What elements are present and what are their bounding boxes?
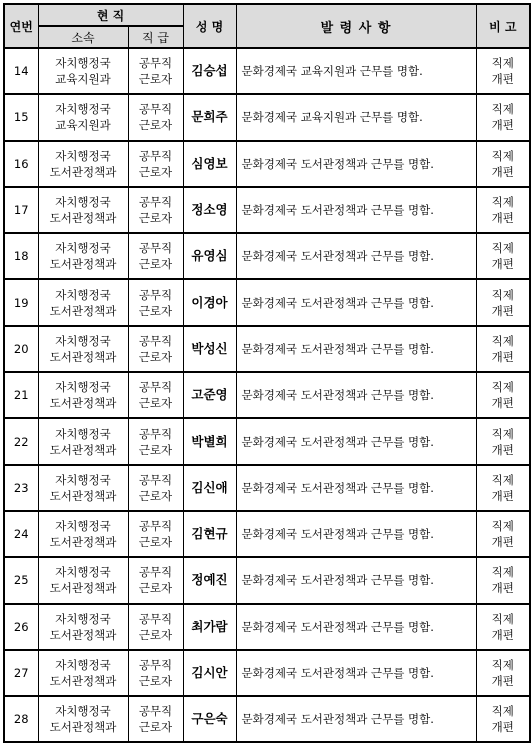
department-division: 도서관정책과: [49, 674, 117, 688]
table-row: [4, 187, 530, 233]
order-text: 문화경제국 교육지원과 근무를 명함.: [241, 64, 423, 79]
row-order: [236, 48, 476, 94]
row-name: [183, 48, 236, 94]
header-remarks: 비 고: [476, 4, 530, 48]
remarks-line-2: 개편: [491, 303, 514, 318]
row-order: [236, 511, 476, 557]
remarks-line-1: 직제: [491, 519, 514, 534]
row-serial: [4, 511, 38, 557]
department-bureau: 자치행정국: [55, 333, 111, 348]
grade-line-1: 공무직: [138, 195, 173, 210]
serial-number: 28: [13, 712, 29, 727]
row-name: [183, 279, 236, 325]
serial-number: 14: [13, 64, 29, 79]
row-grade: [128, 465, 183, 511]
department-division: 도서관정책과: [49, 581, 117, 596]
person-name: 박별희: [191, 433, 228, 449]
serial-number: 18: [13, 249, 29, 264]
department-bureau: 자치행정국: [55, 472, 111, 487]
row-remarks: [476, 279, 530, 325]
row-name: [183, 372, 236, 418]
order-text: 문화경제국 도서관정책과 근무를 명함.: [241, 619, 434, 634]
remarks-line-1: 직제: [491, 658, 514, 672]
grade-line-1: 공무직: [138, 519, 173, 534]
row-serial: [4, 279, 38, 325]
person-name: 김신애: [191, 479, 228, 495]
row-order: [236, 465, 476, 511]
grade-line-1: 공무직: [138, 704, 173, 719]
person-name: 박성신: [191, 340, 228, 356]
remarks-line-1: 직제: [491, 380, 514, 395]
order-text: 문화경제국 도서관정책과 근무를 명함.: [241, 388, 434, 403]
row-serial: [4, 94, 38, 140]
row-serial: [4, 696, 38, 742]
table-row: [4, 94, 530, 140]
person-name: 김승섭: [191, 63, 228, 79]
department-division: 교육지원과: [55, 72, 111, 87]
row-serial: [4, 48, 38, 94]
header-department: 소속: [38, 26, 128, 48]
department-bureau: 자치행정국: [55, 380, 111, 395]
row-grade: [128, 94, 183, 140]
person-name: 구은숙: [191, 711, 228, 727]
row-remarks: [476, 557, 530, 603]
department-division: 도서관정책과: [49, 164, 117, 179]
row-order: [236, 418, 476, 464]
row-remarks: [476, 326, 530, 372]
table-row: [4, 696, 530, 742]
header-serial: 연번: [4, 4, 38, 48]
row-remarks: [476, 604, 530, 650]
serial-number: 25: [13, 573, 29, 588]
grade-line-1: 공무직: [138, 426, 173, 441]
grade-line-1: 공무직: [138, 565, 173, 580]
row-name: [183, 94, 236, 140]
grade-line-2: 근로자: [138, 720, 173, 735]
grade-line-2: 근로자: [138, 164, 173, 179]
row-grade: [128, 48, 183, 94]
row-department: [38, 141, 128, 187]
row-order: [236, 279, 476, 325]
table-row: [4, 279, 530, 325]
row-remarks: [476, 187, 530, 233]
row-department: [38, 279, 128, 325]
person-name: 이경아: [191, 294, 228, 310]
row-order: [236, 233, 476, 279]
row-serial: [4, 604, 38, 650]
department-division: 도서관정책과: [49, 720, 117, 735]
serial-number: 19: [13, 295, 29, 310]
remarks-line-1: 직제: [491, 56, 514, 71]
order-text: 문화경제국 도서관정책과 근무를 명함.: [241, 341, 434, 356]
grade-line-1: 공무직: [138, 241, 173, 256]
serial-number: 27: [13, 666, 29, 680]
row-order: [236, 650, 476, 696]
person-name: 정예진: [191, 572, 228, 588]
order-text: 문화경제국 도서관정책과 근무를 명함.: [241, 203, 434, 218]
row-name: [183, 233, 236, 279]
grade-line-2: 근로자: [138, 581, 173, 596]
department-bureau: 자치행정국: [55, 658, 111, 672]
order-text: 문화경제국 도서관정책과 근무를 명함.: [241, 295, 434, 310]
department-division: 도서관정책과: [49, 396, 117, 411]
table-row: [4, 233, 530, 279]
department-division: 도서관정책과: [49, 211, 117, 226]
department-bureau: 자치행정국: [55, 611, 111, 626]
order-text: 문화경제국 도서관정책과 근무를 명함.: [241, 527, 434, 542]
remarks-line-2: 개편: [491, 396, 514, 411]
department-bureau: 자치행정국: [55, 565, 111, 580]
row-department: [38, 696, 128, 742]
row-grade: [128, 279, 183, 325]
table-row: [4, 141, 530, 187]
serial-number: 22: [13, 434, 29, 449]
row-remarks: [476, 511, 530, 557]
remarks-line-1: 직제: [491, 611, 514, 626]
remarks-line-2: 개편: [491, 674, 514, 688]
row-name: [183, 141, 236, 187]
row-department: [38, 418, 128, 464]
row-serial: [4, 557, 38, 603]
row-grade: [128, 372, 183, 418]
remarks-line-2: 개편: [491, 211, 514, 226]
remarks-line-1: 직제: [491, 241, 514, 256]
remarks-line-1: 직제: [491, 565, 514, 580]
order-text: 문화경제국 도서관정책과 근무를 명함.: [241, 666, 434, 680]
grade-line-2: 근로자: [138, 396, 173, 411]
row-name: [183, 650, 236, 696]
table-row: [4, 557, 530, 603]
order-text: 문화경제국 교육지원과 근무를 명함.: [241, 110, 423, 125]
order-text: 문화경제국 도서관정책과 근무를 명함.: [241, 249, 434, 264]
remarks-line-1: 직제: [491, 102, 514, 117]
row-department: [38, 604, 128, 650]
remarks-line-2: 개편: [491, 581, 514, 596]
row-serial: [4, 418, 38, 464]
person-name: 유영심: [191, 248, 228, 264]
row-order: [236, 604, 476, 650]
remarks-line-2: 개편: [491, 164, 514, 179]
row-remarks: [476, 233, 530, 279]
remarks-line-1: 직제: [491, 704, 514, 719]
serial-number: 15: [13, 110, 29, 125]
header-grade: 직 급: [128, 26, 183, 48]
grade-line-2: 근로자: [138, 211, 173, 226]
row-order: [236, 326, 476, 372]
table-row: [4, 48, 530, 94]
person-name: 심영보: [191, 155, 228, 171]
grade-line-1: 공무직: [138, 611, 173, 626]
department-division: 도서관정책과: [49, 627, 117, 642]
row-grade: [128, 187, 183, 233]
table-row: [4, 511, 530, 557]
row-serial: [4, 465, 38, 511]
row-order: [236, 94, 476, 140]
row-serial: [4, 650, 38, 696]
department-bureau: 자치행정국: [55, 287, 111, 302]
person-name: 최가람: [191, 618, 228, 634]
department-bureau: 자치행정국: [55, 56, 111, 71]
department-bureau: 자치행정국: [55, 148, 111, 163]
remarks-line-2: 개편: [491, 72, 514, 87]
row-department: [38, 187, 128, 233]
department-bureau: 자치행정국: [55, 195, 111, 210]
remarks-line-2: 개편: [491, 488, 514, 503]
remarks-line-2: 개편: [491, 535, 514, 550]
serial-number: 23: [13, 480, 29, 495]
person-name: 김현규: [191, 526, 228, 542]
serial-number: 24: [13, 527, 29, 542]
row-order: [236, 187, 476, 233]
grade-line-2: 근로자: [138, 118, 173, 133]
department-bureau: 자치행정국: [55, 704, 111, 719]
row-remarks: [476, 696, 530, 742]
row-serial: [4, 187, 38, 233]
row-order: [236, 557, 476, 603]
row-remarks: [476, 94, 530, 140]
row-department: [38, 94, 128, 140]
serial-number: 21: [13, 388, 29, 403]
row-name: [183, 465, 236, 511]
remarks-line-1: 직제: [491, 287, 514, 302]
order-text: 문화경제국 도서관정책과 근무를 명함.: [241, 712, 434, 727]
row-remarks: [476, 48, 530, 94]
grade-line-2: 근로자: [138, 349, 173, 364]
header-order: 발 령 사 항: [236, 4, 476, 48]
remarks-line-2: 개편: [491, 257, 514, 272]
header-current-position: 현 직: [38, 4, 183, 26]
row-department: [38, 372, 128, 418]
grade-line-1: 공무직: [138, 102, 173, 117]
department-division: 교육지원과: [55, 118, 111, 133]
personnel-order-table: [3, 3, 531, 743]
department-division: 도서관정책과: [49, 442, 117, 457]
table-header: [4, 4, 530, 48]
row-serial: [4, 372, 38, 418]
row-department: [38, 557, 128, 603]
row-name: [183, 326, 236, 372]
remarks-line-2: 개편: [491, 720, 514, 735]
row-grade: [128, 604, 183, 650]
row-name: [183, 557, 236, 603]
department-division: 도서관정책과: [49, 349, 117, 364]
row-serial: [4, 233, 38, 279]
grade-line-2: 근로자: [138, 535, 173, 550]
order-text: 문화경제국 도서관정책과 근무를 명함.: [241, 480, 434, 495]
table-row: [4, 465, 530, 511]
row-serial: [4, 141, 38, 187]
row-grade: [128, 141, 183, 187]
row-serial: [4, 326, 38, 372]
row-order: [236, 696, 476, 742]
department-bureau: 자치행정국: [55, 102, 111, 117]
header-name: 성 명: [183, 4, 236, 48]
row-grade: [128, 511, 183, 557]
row-department: [38, 233, 128, 279]
table-row: [4, 372, 530, 418]
department-bureau: 자치행정국: [55, 426, 111, 441]
row-grade: [128, 233, 183, 279]
row-remarks: [476, 141, 530, 187]
remarks-line-2: 개편: [491, 118, 514, 133]
order-text: 문화경제국 도서관정책과 근무를 명함.: [241, 434, 434, 449]
order-text: 문화경제국 도서관정책과 근무를 명함.: [241, 573, 434, 588]
table-body: [4, 48, 530, 742]
grade-line-1: 공무직: [138, 472, 173, 487]
grade-line-1: 공무직: [138, 56, 173, 71]
grade-line-1: 공무직: [138, 148, 173, 163]
department-bureau: 자치행정국: [55, 241, 111, 256]
remarks-line-1: 직제: [491, 333, 514, 348]
person-name: 문희주: [191, 109, 228, 125]
department-division: 도서관정책과: [49, 488, 117, 503]
row-department: [38, 465, 128, 511]
row-name: [183, 418, 236, 464]
row-department: [38, 511, 128, 557]
remarks-line-1: 직제: [491, 426, 514, 441]
table-row: [4, 604, 530, 650]
row-remarks: [476, 650, 530, 696]
grade-line-2: 근로자: [138, 442, 173, 457]
table-row: [4, 650, 530, 696]
row-order: [236, 372, 476, 418]
remarks-line-2: 개편: [491, 442, 514, 457]
table-row: [4, 326, 530, 372]
grade-line-2: 근로자: [138, 303, 173, 318]
remarks-line-1: 직제: [491, 472, 514, 487]
grade-line-1: 공무직: [138, 333, 173, 348]
row-department: [38, 48, 128, 94]
department-division: 도서관정책과: [49, 257, 117, 272]
grade-line-1: 공무직: [138, 658, 173, 672]
row-name: [183, 604, 236, 650]
order-text: 문화경제국 도서관정책과 근무를 명함.: [241, 156, 434, 171]
row-remarks: [476, 418, 530, 464]
row-grade: [128, 326, 183, 372]
row-department: [38, 326, 128, 372]
row-remarks: [476, 372, 530, 418]
serial-number: 26: [13, 619, 29, 634]
grade-line-2: 근로자: [138, 627, 173, 642]
department-division: 도서관정책과: [49, 303, 117, 318]
row-grade: [128, 418, 183, 464]
grade-line-1: 공무직: [138, 380, 173, 395]
row-grade: [128, 650, 183, 696]
remarks-line-1: 직제: [491, 148, 514, 163]
department-division: 도서관정책과: [49, 535, 117, 550]
row-name: [183, 696, 236, 742]
grade-line-2: 근로자: [138, 72, 173, 87]
row-name: [183, 187, 236, 233]
table-row: [4, 418, 530, 464]
person-name: 정소영: [191, 202, 228, 218]
remarks-line-2: 개편: [491, 627, 514, 642]
remarks-line-2: 개편: [491, 349, 514, 364]
row-grade: [128, 696, 183, 742]
grade-line-2: 근로자: [138, 488, 173, 503]
person-name: 김시안: [191, 665, 228, 680]
grade-line-2: 근로자: [138, 257, 173, 272]
row-order: [236, 141, 476, 187]
row-department: [38, 650, 128, 696]
row-remarks: [476, 465, 530, 511]
serial-number: 20: [13, 341, 29, 356]
serial-number: 17: [13, 203, 29, 218]
grade-line-2: 근로자: [138, 674, 173, 688]
remarks-line-1: 직제: [491, 195, 514, 210]
person-name: 고준영: [191, 387, 228, 403]
department-bureau: 자치행정국: [55, 519, 111, 534]
serial-number: 16: [13, 156, 29, 171]
row-name: [183, 511, 236, 557]
grade-line-1: 공무직: [138, 287, 173, 302]
row-grade: [128, 557, 183, 603]
